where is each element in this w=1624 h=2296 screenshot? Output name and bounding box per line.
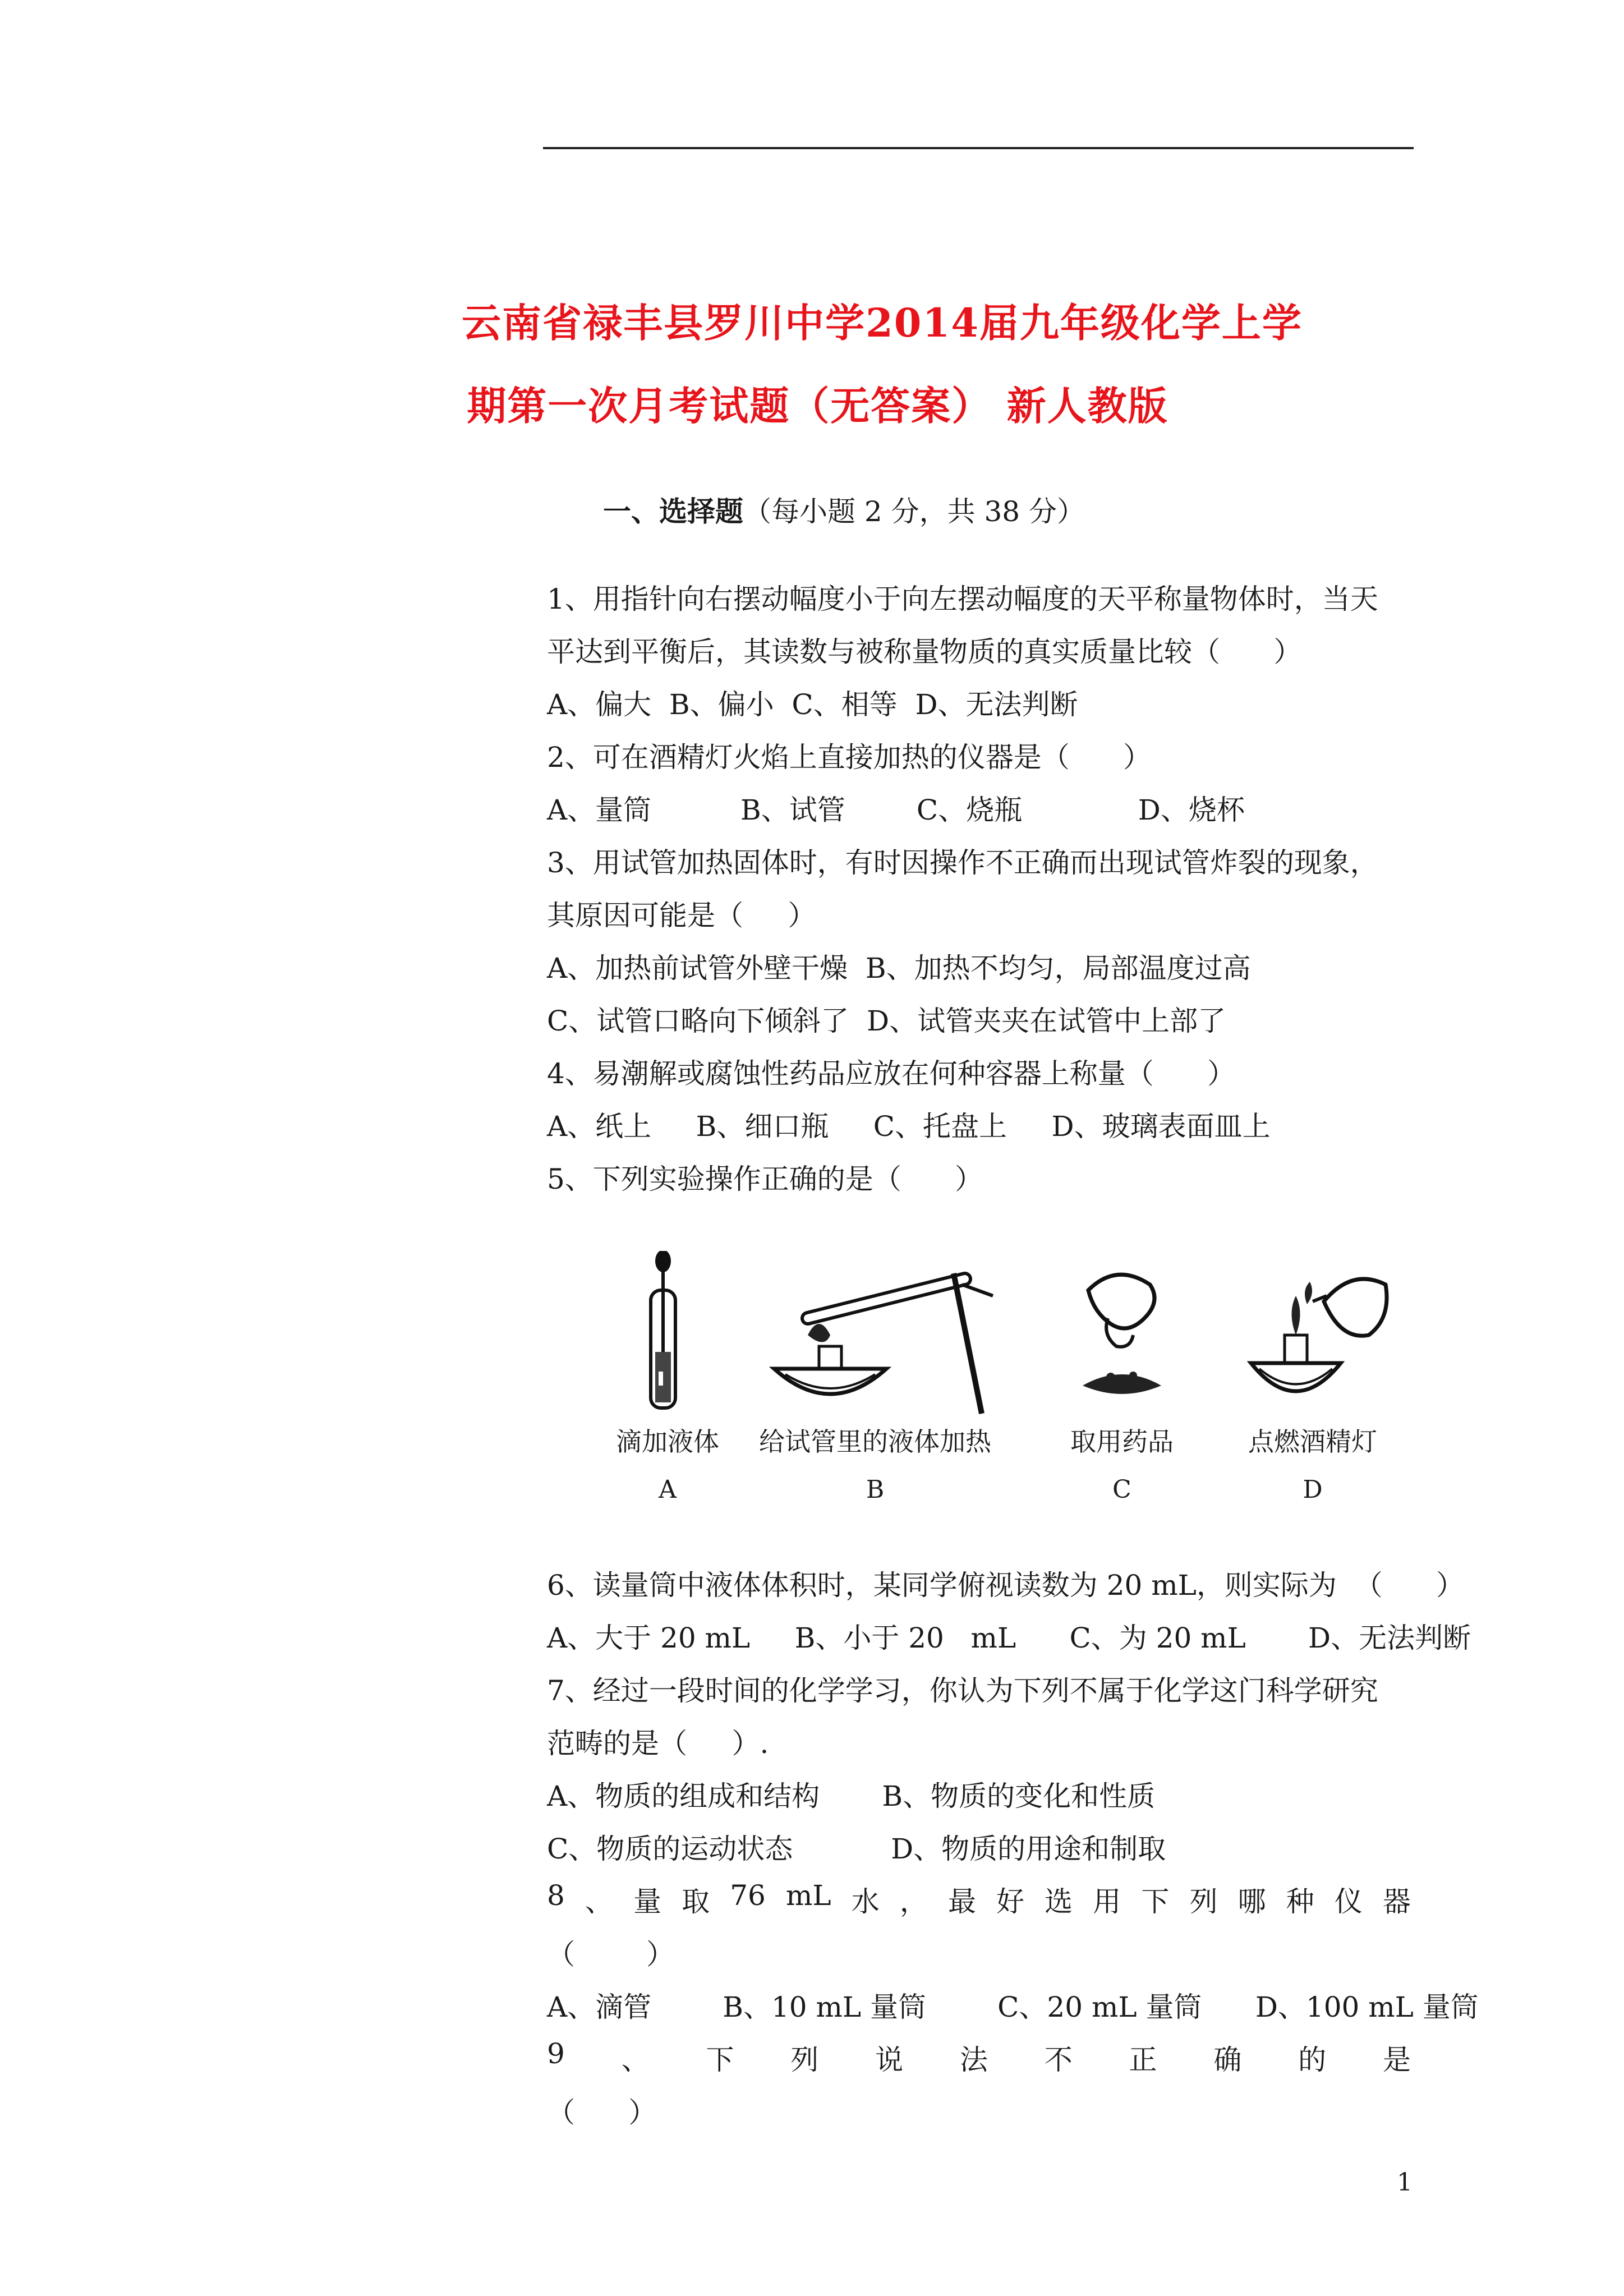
q8-word: 最 xyxy=(947,1885,976,1918)
figure-caption-c: 取用药品 xyxy=(1070,1427,1174,1457)
figure-caption-d: 点燃酒精灯 xyxy=(1248,1427,1377,1457)
q9-word: 、 xyxy=(621,2044,650,2076)
q4-text: 4、易潮解或腐蚀性药品应放在何种容器上称量（ ） xyxy=(547,1057,1236,1090)
q8-word: 水 xyxy=(851,1885,880,1918)
q6-text: 6、读量筒中液体体积时，某同学俯视读数为 20 mL，则实际为 （ ） xyxy=(547,1569,1464,1602)
q3-line-1: 3、用试管加热固体时，有时因操作不正确而出现试管炸裂的现象， xyxy=(547,846,1378,879)
q8-word: 选 xyxy=(1045,1885,1073,1918)
q8-word: ， xyxy=(899,1885,928,1918)
q7-line-1: 7、经过一段时间的化学学习，你认为下列不属于化学这门科学研究 xyxy=(547,1674,1378,1707)
lab-operations-figure xyxy=(589,1251,1430,1520)
q7-options-1: A、物质的组成和结构 B、物质的变化和性质 xyxy=(547,1780,1156,1812)
figure-item-a xyxy=(606,1251,729,1504)
q3-line-2: 其原因可能是（ ） xyxy=(547,899,816,932)
q1-line-1: 1、用指针向右摆动幅度小于向左摆动幅度的天平称量物体时，当天 xyxy=(547,583,1378,615)
q9-word: 的 xyxy=(1298,2044,1327,2076)
q9-word: 确 xyxy=(1213,2044,1242,2076)
q7-line-2: 范畴的是（ ）. xyxy=(547,1727,769,1760)
figure-item-b xyxy=(729,1251,1021,1504)
q8-word: 好 xyxy=(996,1885,1025,1918)
figure-letter-d: D xyxy=(1303,1475,1323,1504)
title-line-2: 期第一次月考试题（无答案） 新人教版 xyxy=(467,383,1168,429)
figure-item-c xyxy=(1049,1251,1195,1504)
q3-options-1: A、加热前试管外壁干燥 B、加热不均匀，局部温度过高 xyxy=(547,952,1251,984)
q8-word: 用 xyxy=(1093,1885,1121,1918)
q3-options-2: C、试管口略向下倾斜了 D、试管夹夹在试管中上部了 xyxy=(547,1005,1226,1037)
q8-line-2: （ ） xyxy=(547,1938,675,1971)
q9-word: 法 xyxy=(959,2044,988,2076)
q9-word: 不 xyxy=(1044,2044,1073,2076)
figure-caption-a: 滴加液体 xyxy=(616,1427,719,1457)
page-number: 1 xyxy=(1397,2168,1413,2197)
figure-caption-b: 给试管里的液体加热 xyxy=(759,1427,991,1457)
figure-letter-a: A xyxy=(659,1475,677,1504)
q8-line-1 xyxy=(547,1879,1411,1920)
dropper-tube-icon xyxy=(606,1251,729,1419)
q2-options: A、量筒 B、试管 C、烧瓶 D、烧杯 xyxy=(547,794,1245,826)
title-line-1: 云南省禄丰县罗川中学2014届九年级化学上学 xyxy=(462,300,1303,346)
q9-word: 9 xyxy=(547,2037,565,2070)
q8-options: A、滴管 B、10 mL 量筒 C、20 mL 量筒 D、100 mL 量筒 xyxy=(547,1991,1479,2023)
q8-word: 种 xyxy=(1286,1885,1314,1918)
q9-word: 正 xyxy=(1129,2044,1157,2076)
q9-word: 说 xyxy=(875,2044,904,2076)
q7-options-2: C、物质的运动状态 D、物质的用途和制取 xyxy=(547,1833,1166,1865)
figure-item-d xyxy=(1229,1251,1397,1504)
q8-word: 量 xyxy=(633,1885,662,1918)
figure-letter-b: B xyxy=(866,1475,885,1504)
section-title: 一、选择题 xyxy=(603,495,743,528)
q1-line-2: 平达到平衡后，其读数与被称量物质的真实质量比较（ ） xyxy=(547,636,1302,668)
q5-text: 5、下列实验操作正确的是（ ） xyxy=(547,1163,983,1195)
q8-word: 仪 xyxy=(1334,1885,1363,1918)
q9-word: 下 xyxy=(706,2044,734,2076)
q1-options: A、偏大 B、偏小 C、相等 D、无法判断 xyxy=(547,688,1078,721)
q8-word: 76 xyxy=(730,1879,766,1912)
q9-line-2: （ ） xyxy=(547,2096,657,2129)
q9-word: 是 xyxy=(1382,2044,1411,2076)
q8-word: 下 xyxy=(1141,1885,1170,1918)
q8-word: mL xyxy=(785,1879,831,1912)
q9-word: 列 xyxy=(790,2044,819,2076)
header-rule xyxy=(543,147,1414,149)
q4-options: A、纸上 B、细口瓶 C、托盘上 D、玻璃表面皿上 xyxy=(547,1110,1271,1143)
q6-options: A、大于 20 mL B、小于 20 mL C、为 20 mL D、无法判断 xyxy=(547,1622,1471,1654)
q8-word: 8 xyxy=(547,1879,565,1912)
q8-word: 列 xyxy=(1189,1885,1218,1918)
hand-take-chemical-icon xyxy=(1049,1251,1195,1419)
lighting-lamp-icon xyxy=(1229,1251,1397,1419)
q8-word: 、 xyxy=(585,1885,613,1918)
q8-word: 器 xyxy=(1382,1885,1411,1918)
q9-line-1 xyxy=(547,2037,1411,2078)
figure-letter-c: C xyxy=(1112,1475,1131,1504)
q8-word: 取 xyxy=(682,1885,710,1918)
q2-text: 2、可在酒精灯火焰上直接加热的仪器是（ ） xyxy=(547,741,1152,774)
section-heading xyxy=(603,489,1085,530)
heating-tube-icon xyxy=(729,1251,1021,1419)
section-note: （每小题 2 分，共 38 分） xyxy=(743,495,1085,528)
q8-word: 哪 xyxy=(1237,1885,1266,1918)
